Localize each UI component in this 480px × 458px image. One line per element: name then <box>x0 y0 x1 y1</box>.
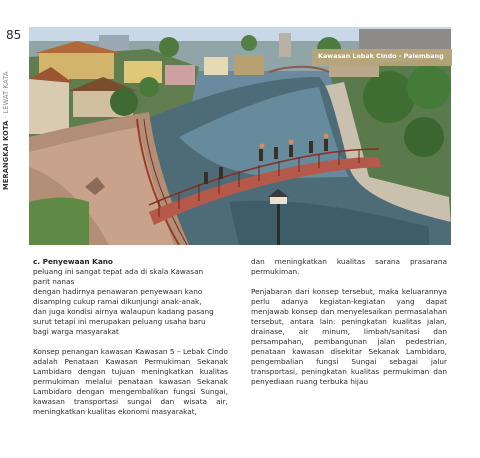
page-number: 85 <box>6 28 22 42</box>
paragraph: dan meningkatkan kualitas sarana prasarana permukiman. <box>251 257 447 276</box>
section-subtitle: · LEWAT KATA <box>2 71 10 121</box>
text-line: disamping cukup ramai dikunjungi anak-anak, <box>33 297 202 306</box>
paragraph: Konsep penangan kawasan Kawasan 5 – Lebak Cindo adalah Penataan Kawasan Permukiman Sekanak Lambidaro dengan tujuan meningkatkan kualitas permukiman melalui penataan kawasan Sekanak Lambidaro dengan mengembalikan fungsi Sungai, kawasan transportasi sungai dan wisata air, meningkatkan kualitas ekonomi masyarakat, <box>33 347 228 416</box>
text-line: bagi warga masyarakat <box>33 327 119 336</box>
section-title: MERANGKAI KOTA <box>2 120 10 190</box>
paragraph: Penjabaran dari konsep tersebut, maka keluarannya perlu adanya kegiatan-kegiatan yang dapat menjawab konsep dan menyelesaikan permasalahan tersebut, antara lain: peningkatan kualitas jalan, drainase, air minum, limbah/sanitasi dan persampahan, pembangunan jalan pedestrian, penataan kawasan disekitar Sekanak Lambidaro, pengembalian fungsi Sungai sebagai jalur transportasi, peningkatan kualitas permukiman dan penyediaan ruang terbuka hijau <box>251 287 447 386</box>
text-line: surut tetapi ini merupakan peluang usaha baru <box>33 317 206 326</box>
text-line: dan juga kondisi airnya walaupun kadang pasang <box>33 307 214 316</box>
text-line: parit nanas <box>33 277 75 286</box>
text-line: peluang ini sangat tepat ada di skala Kawasan <box>33 267 204 276</box>
photo-caption: Kawasan Lebak Cindo - Palembang <box>318 52 444 60</box>
text-line: dengan hadirnya penawaran penyewaan kano <box>33 287 203 296</box>
section-heading: c. Penyewaan Kano <box>33 257 113 266</box>
left-text-column <box>33 257 228 417</box>
running-section-label <box>2 30 14 190</box>
right-text-column <box>251 257 447 387</box>
